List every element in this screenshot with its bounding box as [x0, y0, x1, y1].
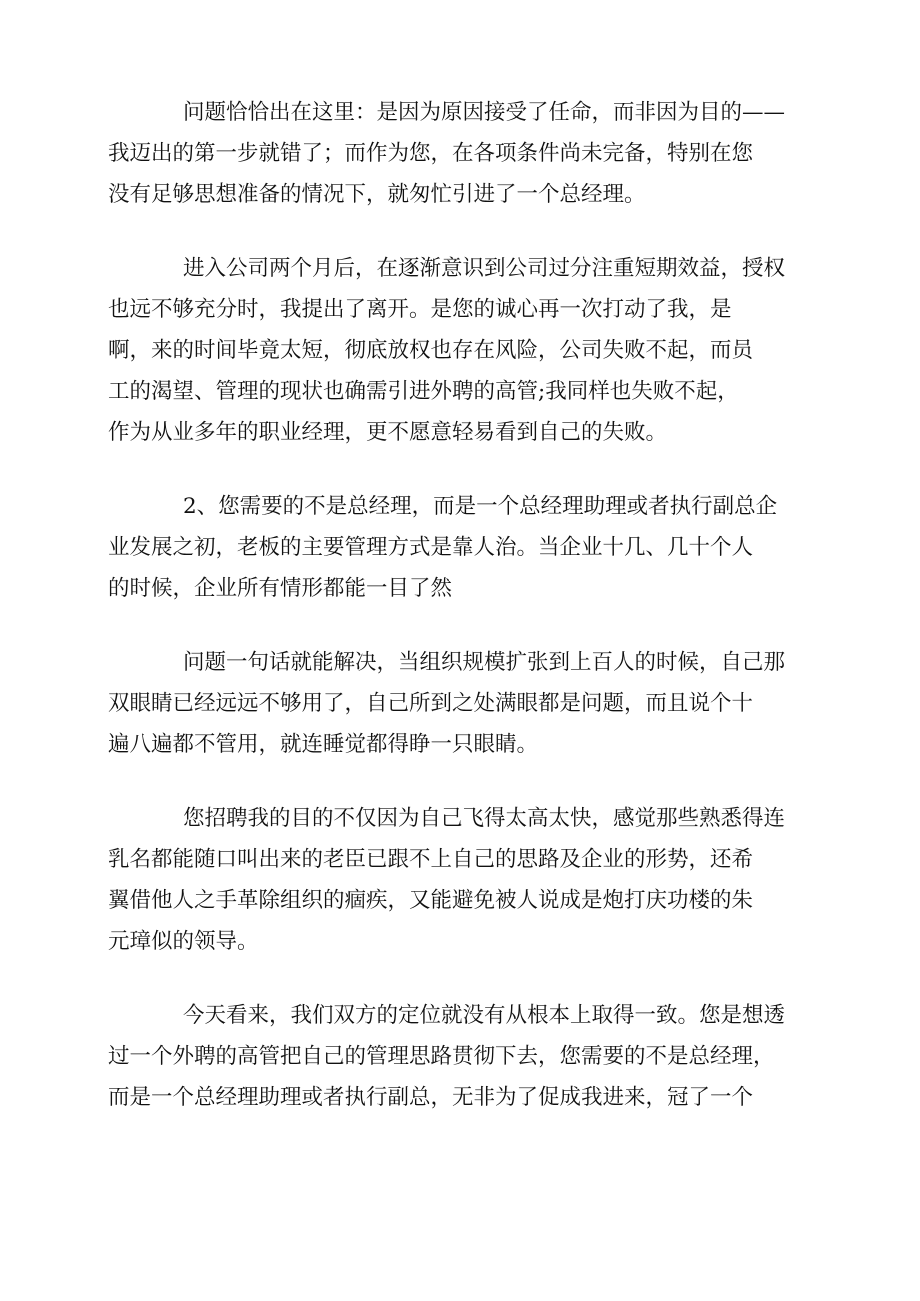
- paragraph-line: 而是一个总经理助理或者执行副总，无非为了促成我进来，冠了一个: [108, 1085, 754, 1110]
- paragraph-gap: [108, 453, 808, 486]
- paragraph-gap: [108, 962, 808, 995]
- paragraph-line: 您招聘我的目的不仅因为自己飞得太高太快，感觉那些熟悉得连: [183, 806, 786, 831]
- paragraph-line: 乳名都能随口叫出来的老臣已跟不上自己的思路及企业的形势，还希: [108, 847, 754, 872]
- paragraph-4: [108, 642, 808, 765]
- paragraph-line: 啊，来的时间毕竟太短，彻底放权也存在风险，公司失败不起，而员: [108, 338, 754, 363]
- paragraph-line: 进入公司两个月后，在逐渐意识到公司过分注重短期效益，授权: [183, 256, 786, 281]
- paragraph-3: [108, 486, 808, 609]
- paragraph-6: [108, 995, 808, 1118]
- paragraph-line: 翼借他人之手革除组织的痼疾，又能避免被人说成是炮打庆功楼的朱: [108, 888, 754, 913]
- paragraph-line: 作为从业多年的职业经理，更不愿意轻易看到自己的失败。: [108, 420, 668, 445]
- paragraph-line: 工的渴望、管理的现状也确需引进外聘的高管;我同样也失败不起，: [108, 379, 739, 404]
- paragraph-line: 过一个外聘的高管把自己的管理思路贯彻下去，您需要的不是总经理，: [108, 1044, 775, 1069]
- paragraph-gap: [108, 215, 808, 248]
- paragraph-5: [108, 798, 808, 962]
- paragraph-line: 遍八遍都不管用，就连睡觉都得睁一只眼睛。: [108, 732, 539, 757]
- paragraph-1: [108, 92, 808, 215]
- paragraph-line: 元璋似的领导。: [108, 929, 259, 954]
- paragraph-line: 业发展之初，老板的主要管理方式是靠人治。当企业十几、几十个人: [108, 535, 754, 560]
- paragraph-line: 问题一句话就能解决，当组织规模扩张到上百人的时候，自己那: [183, 650, 786, 675]
- paragraph-line: 2、您需要的不是总经理，而是一个总经理助理或者执行副总企: [183, 494, 778, 519]
- paragraph-line: 我迈出的第一步就错了；而作为您，在各项条件尚未完备，特别在您: [108, 141, 754, 166]
- paragraph-line: 问题恰恰出在这里：是因为原因接受了任命，而非因为目的——: [183, 100, 786, 125]
- paragraph-line: 没有足够思想准备的情况下，就匆忙引进了一个总经理。: [108, 182, 646, 207]
- paragraph-line: 今天看来，我们双方的定位就没有从根本上取得一致。您是想透: [183, 1003, 786, 1028]
- paragraph-gap: [108, 609, 808, 642]
- paragraph-line: 的时候，企业所有情形都能一目了然: [108, 576, 453, 601]
- document-body: [108, 92, 808, 1118]
- paragraph-line: 双眼睛已经远远不够用了，自己所到之处满眼都是问题，而且说个十: [108, 691, 754, 716]
- paragraph-gap: [108, 765, 808, 798]
- paragraph-2: [108, 248, 808, 453]
- paragraph-line: 也远不够充分时，我提出了离开。是您的诚心再一次打动了我，是: [108, 297, 732, 322]
